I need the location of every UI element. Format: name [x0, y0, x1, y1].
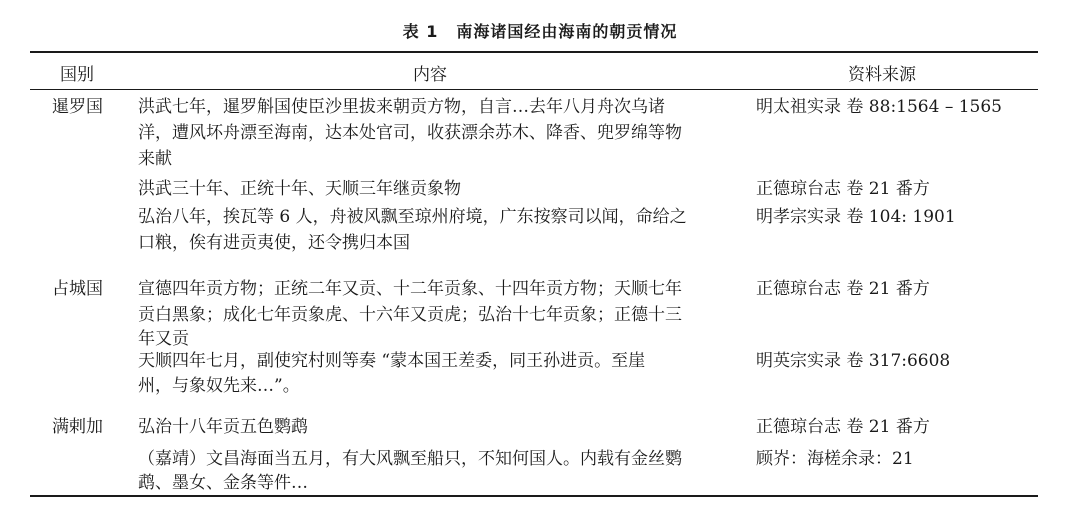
- content-line: 年又贡: [138, 329, 189, 349]
- source-cell: 明太祖实录 卷 88:1564 – 1565: [756, 97, 1003, 117]
- content-line: 宣德四年贡方物；正统二年又贡、十二年贡象、十四年贡方物；天顺七年: [138, 279, 682, 299]
- content-line: 口粮，俟有进贡夷使，还令携归本国: [138, 233, 410, 253]
- content-line: （嘉靖）文昌海面当五月，有大风飘至船只，不知何国人。内载有金丝鹦: [138, 449, 682, 469]
- country-cell: 占城国: [52, 279, 103, 299]
- content-line: 鹉、墨女、金条等件…: [138, 473, 308, 493]
- country-cell: 满剌加: [52, 417, 103, 437]
- source-cell: 明孝宗实录 卷 104: 1901: [756, 207, 956, 227]
- content-line: 洋，遭风坏舟漂至海南，达本处官司，收获漂余苏木、降香、兜罗绵等物: [138, 123, 682, 143]
- top-rule: [30, 51, 1038, 53]
- table-caption: [0, 22, 1080, 42]
- content-line: 来献: [138, 149, 172, 169]
- source-cell: 正德琼台志 卷 21 番方: [756, 179, 930, 199]
- source-cell: 明英宗实录 卷 317:6608: [756, 351, 951, 371]
- table-number: 表 1: [402, 22, 439, 41]
- header-content: 内容: [413, 65, 447, 85]
- source-cell: 顾岕：海槎余录：21: [756, 449, 914, 469]
- source-cell: 正德琼台志 卷 21 番方: [756, 417, 930, 437]
- country-cell: 暹罗国: [52, 97, 103, 117]
- table-title: 南海诸国经由海南的朝贡情况: [456, 22, 678, 41]
- content-line: 贡白黑象；成化七年贡象虎、十六年又贡虎；弘治十七年贡象；正德十三: [138, 305, 682, 325]
- source-cell: 正德琼台志 卷 21 番方: [756, 279, 930, 299]
- content-line: 弘治十八年贡五色鹦鹉: [138, 417, 308, 437]
- content-line: 弘治八年，挨瓦等 6 人，舟被风飘至琼州府境，广东按察司以闻，命给之: [138, 207, 687, 227]
- header-source: 资料来源: [848, 65, 916, 85]
- content-line: 天顺四年七月，副使究村则等奏 “蒙本国王差委，同王孙进贡。至崖: [138, 351, 646, 371]
- content-line: 州，与象奴先来…”。: [138, 376, 300, 396]
- bottom-rule: [30, 495, 1038, 497]
- header-rule: [30, 89, 1038, 90]
- header-country: 国别: [60, 65, 94, 85]
- content-line: 洪武三十年、正统十年、天顺三年继贡象物: [138, 179, 461, 199]
- content-line: 洪武七年，暹罗斛国使臣沙里拔来朝贡方物，自言…去年八月舟次乌诸: [138, 97, 665, 117]
